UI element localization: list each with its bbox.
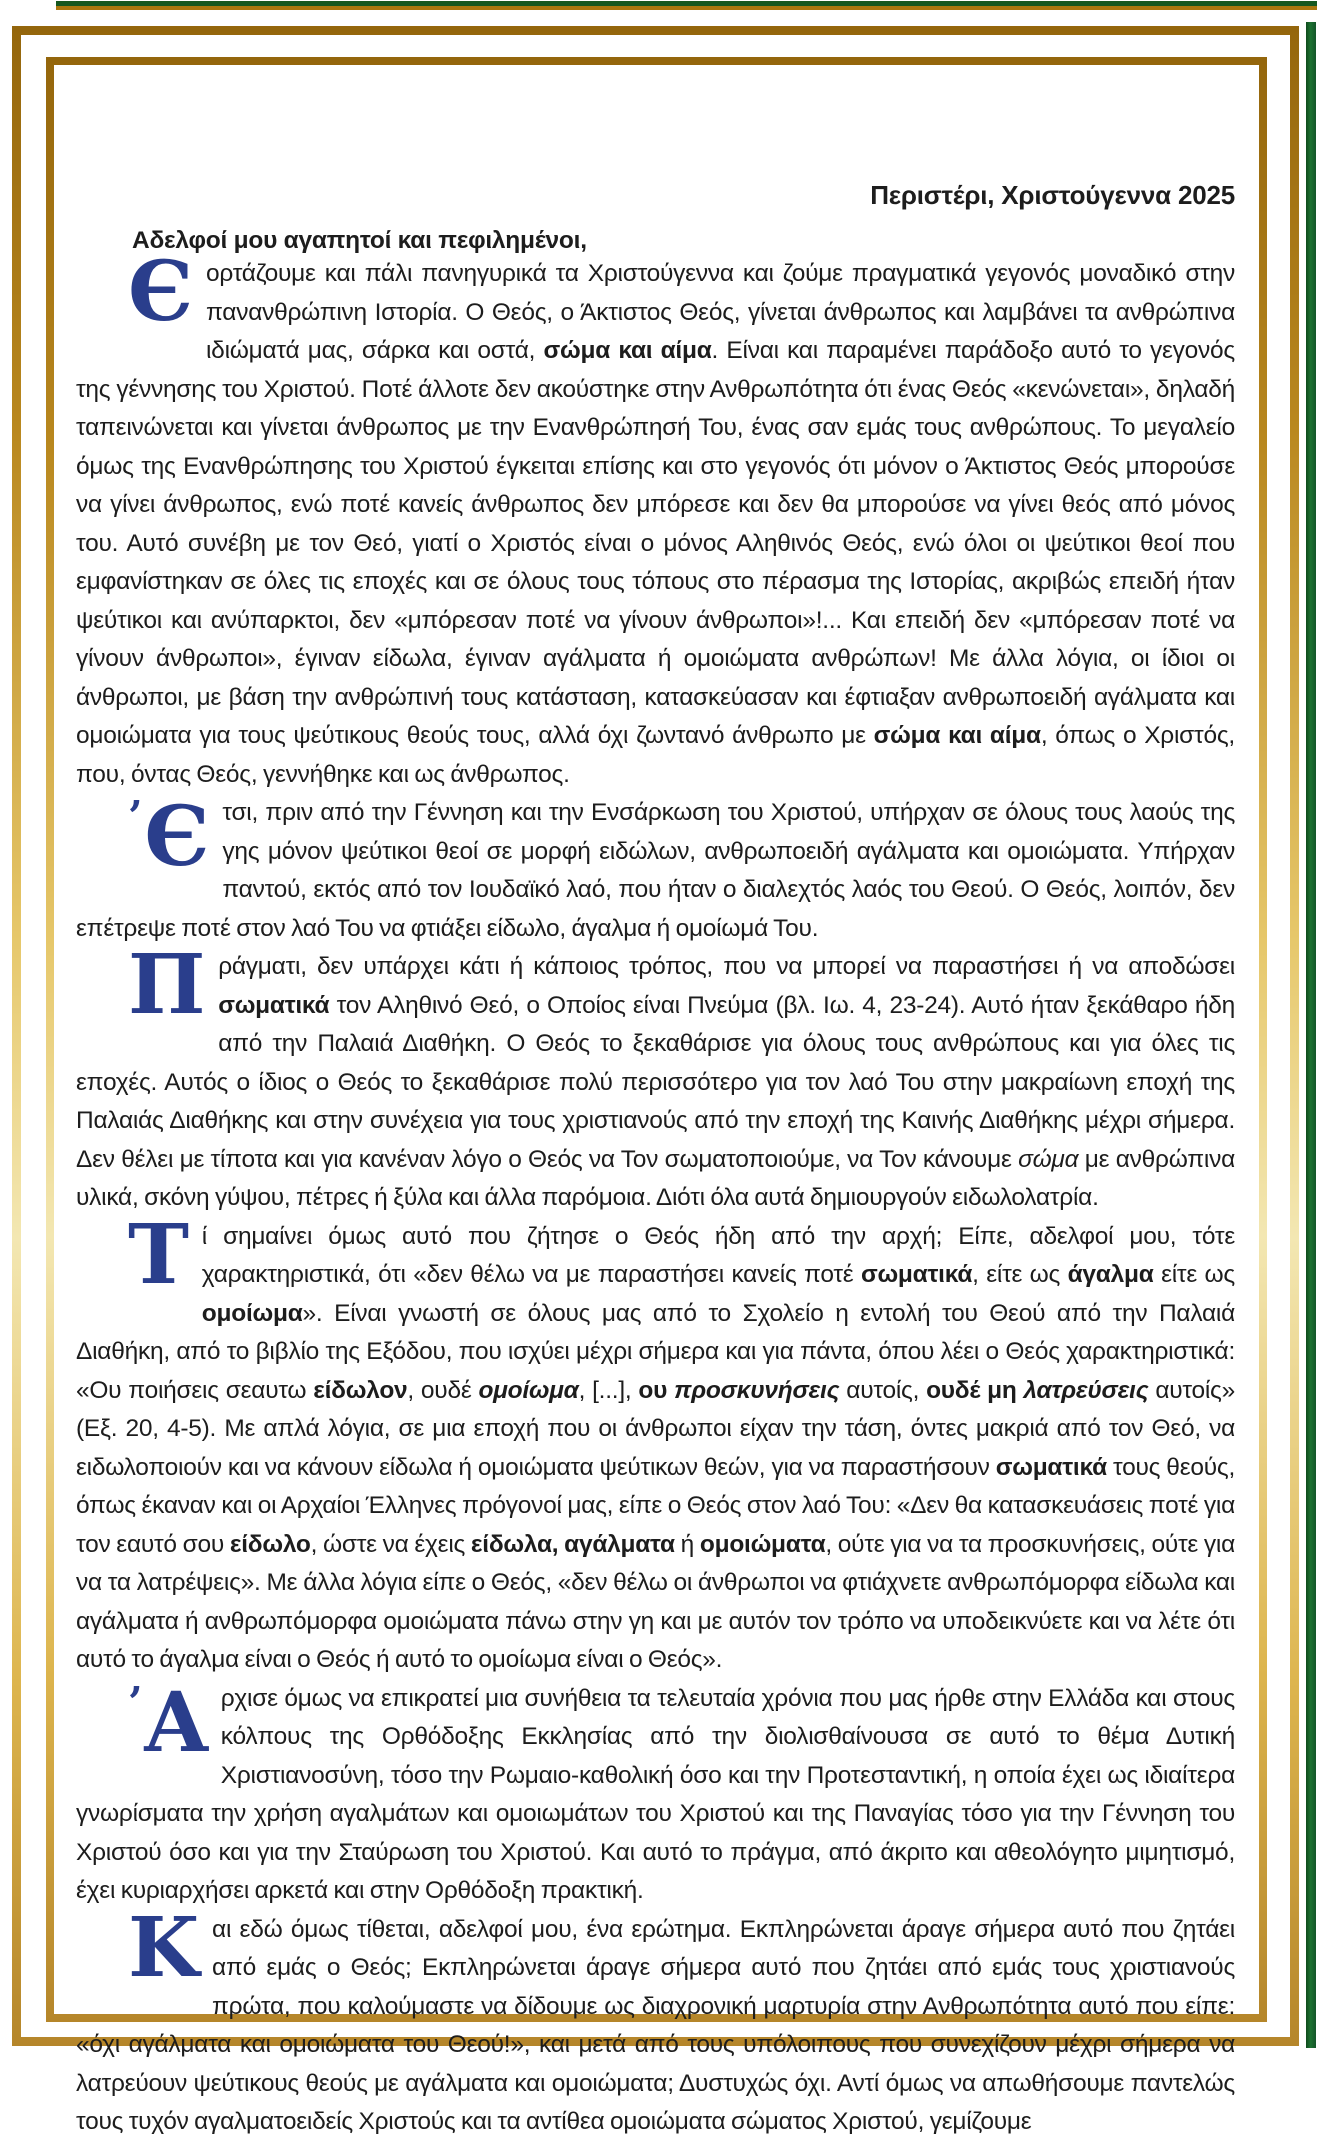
dropcap xyxy=(128,244,193,340)
paragraph-text: αι εδώ όμως τίθεται, αδελφοί μου, ένα ερώτημα. Εκπληρώνεται άραγε σήμερα αυτό που ζητάει από εμάς ο Θεός; Εκπληρώνεται άραγε σήμερα αυτό που ζητάει από εμάς τους χριστιανούς πρώτα, που καλούμαστε να δίδουμε ως διαχρονική μαρτυρία στην Ανθρωπότητα αυτό που είπε: «όχι αγάλματα και ομοιώματα του Θεού!», και μετά από τους υπόλοιπους που συνεχίζουν μέχρι σήμερα να λατρεύουν ψεύτικους θεούς με αγάλματα και ομοιώματα; Δυστυχώς όχι. Αντί όμως να απωθήσουμε παντελώς τους τυχόν αγαλματοειδείς Χριστούς και τα αντίθεα ομοιώματα σώματος Χριστού, γεμίζουμε xyxy=(76,1915,1235,2135)
dropcap-letter: Α xyxy=(144,1674,208,1771)
dropcap-letter: Π xyxy=(128,937,206,1033)
right-green-stripe xyxy=(1306,22,1316,2048)
dropcap-letter: Є xyxy=(144,789,210,885)
dropcap-letter: Є xyxy=(128,244,193,340)
dropcap xyxy=(128,1674,208,1771)
dropcap-letter: Τ xyxy=(128,1206,189,1303)
top-gold-rule xyxy=(56,6,1317,10)
paragraph-text: ρχισε όμως να επικρατεί μια συνήθεια τα τελευταία χρόνια που μας ήρθε στην Ελλάδα και στους κόλπους της Ορθόδοξης Εκκλησίας από την διολισθαίνουσα σε αυτό το θέμα Δυτική Χριστιανοσύνη, τόσο την Ρωμαιο-καθολική όσο και την Προτεσταντική, η οποία έχει ως ιδιαίτερα γνωρίσματα την χρήση αγαλμάτων και ομοιωμάτων του Χριστού και της Παναγίας τόσο για την Γέννηση του Χριστού όσο και για την Σταύρωση του Χριστού. Και αυτό το πράγμα, από άκριτο και αθεολόγητο μιμητισμό, έχει κυριαρχήσει αρκετά και στην Ορθόδοξη πρακτική. xyxy=(76,1684,1235,1904)
dropcap-apostrophe-mark: ’ xyxy=(128,792,143,841)
paragraph xyxy=(76,937,1235,1218)
letter-content xyxy=(76,180,1235,2142)
paragraph xyxy=(76,244,1235,794)
paragraph xyxy=(76,789,1235,948)
dropcap xyxy=(128,937,206,1033)
dropcap xyxy=(128,789,210,885)
paragraph xyxy=(76,1899,1235,2142)
paragraph-text: ορτάζουμε και πάλι πανηγυρικά τα Χριστούγεννα και ζούμε πραγματικά γεγονός μοναδικό στην πανανθρώπινη Ιστορία. Ο Θεός, ο Άκτιστος Θεός, γίνεται άνθρωπος και λαμβάνει τα ανθρώπινα ιδιώματά μας, σάρκα και οστά, σώμα και αίμα. Είναι και παραμένει παράδοξο αυτό το γεγονός της γέννησης του Χριστού. Ποτέ άλλοτε δεν ακούστηκε στην Ανθρωπότητα ότι ένας Θεός «κενώνεται», δηλαδή ταπεινώνεται και γίνεται άνθρωπος με την Ενανθρώπησή Του, ένας σαν εμάς τους ανθρώπους. Το μεγαλείο όμως της Ενανθρώπησης του Χριστού έγκειται επίσης και στο γεγονός ότι μόνον ο Άκτιστος Θεός μπορούσε να γίνει άνθρωπος, ενώ ποτέ κανείς άνθρωπος δεν μπόρεσε και δεν θα μπορούσε να γίνει θεός από μόνος του. Αυτό συνέβη με τον Θεό, γιατί ο Χριστός είναι ο μόνος Αληθινός Θεός, ενώ όλοι οι ψεύτικοι θεοί που εμφανίστηκαν σε όλες τις εποχές και σε όλους τους τόπους στο πέρασμα της Ιστορίας, ακριβώς επειδή ήταν ψεύτικοι και ανύπαρκτοι, δεν «μπόρεσαν ποτέ να γίνουν άνθρωποι»!... Και επειδή δεν «μπόρεσαν ποτέ να γίνουν άνθρωποι», έγιναν είδωλα, έγιναν αγάλματα ή ομοιώματα ανθρώπων! Με άλλα λόγια, οι ίδιοι οι άνθρωποι, με βάση την ανθρώπινή τους κατάσταση, κατασκεύασαν και έφτιαξαν ανθρωποειδή αγάλματα και ομοιώματα για τους ψεύτικους θεούς τους, αλλά όχι ζωντανό άνθρωπο με σώμα και αίμα, όπως ο Χριστός, που, όντας Θεός, γεννήθηκε και ως άνθρωπος. xyxy=(76,260,1235,788)
salutation: Αδελφοί μου αγαπητοί και πεφιλημένοι, xyxy=(132,227,587,254)
paragraph xyxy=(76,1674,1235,1911)
paragraph xyxy=(76,1206,1235,1680)
dropcap-apostrophe-mark: ’ xyxy=(128,1677,143,1727)
dropcap xyxy=(128,1206,189,1303)
paragraph-text: τσι, πριν από την Γέννηση και την Ενσάρκωση του Χριστού, υπήρχαν σε όλους τους λαούς της γης μόνον ψεύτικοι θεοί σε μορφή ειδώλων, ανθρωποειδή αγάλματα και ομοιώματα. Υπήρχαν παντού, εκτός από τον Ιουδαϊκό λαό, που ήταν ο διαλεχτός λαός του Θεού. Ο Θεός, λοιπόν, δεν επέτρεψε ποτέ στον λαό Του να φτιάξει είδωλο, άγαλμα ή ομοίωμά Του. xyxy=(76,799,1235,942)
paragraph-text: ί σημαίνει όμως αυτό που ζήτησε ο Θεός ήδη από την αρχή; Είπε, αδελφοί μου, τότε χαρακτηριστικά, ότι «δεν θέλω να με παραστήσει κανείς ποτέ σωματικά, είτε ως άγαλμα είτε ως ομοίωμα». Είναι γνωστή σε όλους μας από το Σχολείο η εντολή του Θεού από την Παλαιά Διαθήκη, από το βιβλίο της Εξόδου, που ισχύει μέχρι σήμερα και για πάντα, όπου λέει ο Θεός χαρακτηριστικά: «Ου ποιήσεις σεαυτω είδωλον, ουδέ ομοίωμα, [...], ου προσκυνήσεις αυτοίς, ουδέ μη λατρεύσεις αυτοίς» (Εξ. 20, 4-5). Με απλά λόγια, σε μια εποχή που οι άνθρωποι είχαν την τάση, όντες μακριά από τον Θεό, να ειδωλοποιούν και να κάνουν είδωλα ή ομοιώματα ψεύτικων θεών, για να παραστήσουν σωματικά τους θεούς, όπως έκαναν και οι Αρχαίοι Έλληνες πρόγονοί μας, είπε ο Θεός στον λαό Του: «Δεν θα κατασκευάσεις ποτέ για τον εαυτό σου είδωλο, ώστε να έχεις είδωλα, αγάλματα ή ομοιώματα, ούτε για να τα προσκυνήσεις, ούτε για να τα λατρέψεις». Με άλλα λόγια είπε ο Θεός, «δεν θέλω οι άνθρωποι να φτιάχνετε ανθρωπόμορφα είδωλα και αγάλματα ή ανθρωπόμορφα ομοιώματα πάνω στην γη και με αυτόν τον τρόπο να υποδεικνύετε και να λέτε ότι αυτό το άγαλμα είναι ο Θεός ή αυτό το ομοίωμα είναι ο Θεός». xyxy=(76,1222,1235,1673)
dropcap-letter: Κ xyxy=(128,1899,200,1996)
paragraph-text: ράγματι, δεν υπάρχει κάτι ή κάποιος τρόπος, που να μπορεί να παραστήσει ή να αποδώσει σωματικά τον Αληθινό Θεό, ο Οποίος είναι Πνεύμα (βλ. Ιω. 4, 23-24). Αυτό ήταν ξεκάθαρο ήδη από την Παλαιά Διαθήκη. Ο Θεός το ξεκαθάρισε για όλους τους ανθρώπους και για όλες τις εποχές. Αυτός ο ίδιος ο Θεός το ξεκαθάρισε πολύ περισσότερο για τον λαό Του στην μακραίωνη εποχή της Παλαιάς Διαθήκης και στην συνέχεια για τους χριστιανούς από την εποχή της Καινής Διαθήκης μέχρι σήμερα. Δεν θέλει με τίποτα και για κανέναν λόγο ο Θεός να Τον σωματοποιούμε, να Τον κάνουμε σώμα με ανθρώπινα υλικά, σκόνη γύψου, πέτρες ή ξύλα και άλλα παρόμοια. Διότι όλα αυτά δημιουργούν ειδωλολατρία. xyxy=(76,953,1235,1211)
dropcap xyxy=(128,1899,200,1996)
letter-body xyxy=(76,244,1235,2142)
dateline: Περιστέρι, Χριστούγεννα 2025 xyxy=(870,180,1235,210)
